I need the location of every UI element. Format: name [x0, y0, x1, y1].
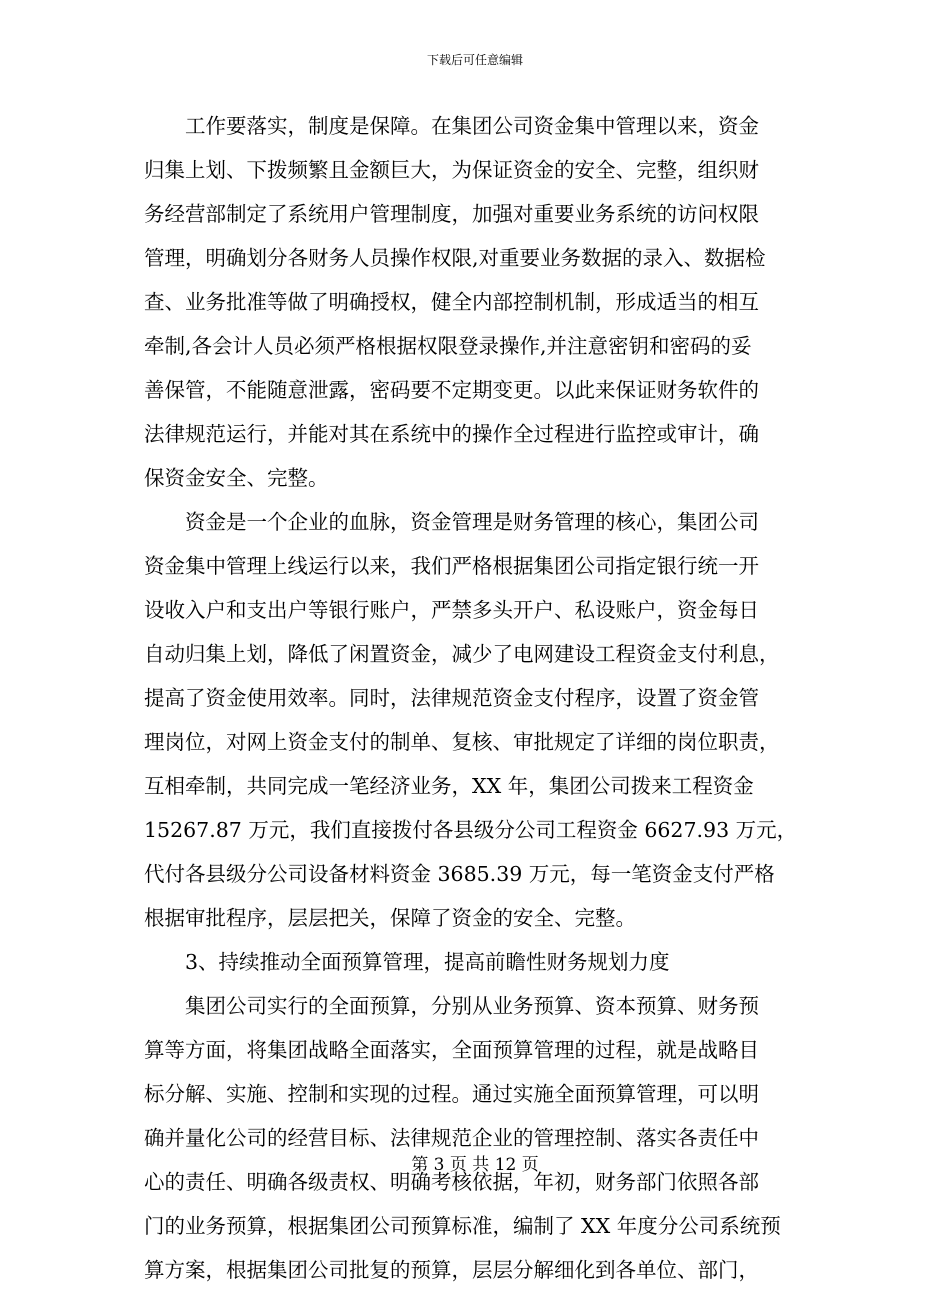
text-line: 资金集中管理上线运行以来，我们严格根据集团公司指定银行统一开	[144, 554, 759, 578]
text-line: 门的业务预算，根据集团公司预算标准，编制了 XX 年度分公司系统预	[144, 1214, 781, 1238]
text-line: 法律规范运行，并能对其在系统中的操作全过程进行监控或审计，确	[144, 422, 759, 446]
text-line: 集团公司实行的全面预算，分别从业务预算、资本预算、财务预	[144, 994, 759, 1018]
text-line: 自动归集上划，降低了闲置资金，减少了电网建设工程资金支付利息，	[144, 642, 780, 666]
text-line: 标分解、实施、控制和实现的过程。通过实施全面预算管理，可以明	[144, 1082, 759, 1106]
text-line: 提高了资金使用效率。同时，法律规范资金支付程序，设置了资金管	[144, 686, 759, 710]
text-line: 务经营部制定了系统用户管理制度，加强对重要业务系统的访问权限	[144, 202, 759, 226]
text-line: 确并量化公司的经营目标、法律规范企业的管理控制、落实各责任中	[144, 1126, 759, 1150]
text-line: 算方案，根据集团公司批复的预算，层层分解细化到各单位、部门，	[144, 1258, 759, 1282]
text-line: 善保管，不能随意泄露，密码要不定期变更。以此来保证财务软件的	[144, 378, 759, 402]
text-line: 代付各县级分公司设备材料资金 3685.39 万元，每一笔资金支付严格	[144, 862, 775, 886]
text-line: 牵制,各会计人员必须严格根据权限登录操作,并注意密钥和密码的妥	[144, 334, 752, 358]
text-line: 心的责任、明确各级责权、明确考核依据，年初，财务部门依照各部	[144, 1170, 759, 1194]
text-line: 设收入户和支出户等银行账户，严禁多头开户、私设账户，资金每日	[144, 598, 759, 622]
text-line: 管理，明确划分各财务人员操作权限,对重要业务数据的录入、数据检	[144, 246, 766, 270]
text-line: 理岗位，对网上资金支付的制单、复核、审批规定了详细的岗位职责，	[144, 730, 780, 754]
text-line: 15267.87 万元，我们直接拨付各县级分公司工程资金 6627.93 万元，	[144, 818, 798, 842]
page-number: 第 3 页 共 12 页	[411, 1155, 539, 1175]
text-line: 保资金安全、完整。	[144, 466, 329, 490]
text-line: 归集上划、下拨频繁且金额巨大，为保证资金的安全、完整，组织财	[144, 158, 759, 182]
section-heading: 3、持续推动全面预算管理，提高前瞻性财务规划力度	[144, 950, 670, 974]
text-line: 资金是一个企业的血脉，资金管理是财务管理的核心，集团公司	[144, 510, 759, 534]
document-body	[144, 104, 809, 1292]
text-line: 根据审批程序，层层把关，保障了资金的安全、完整。	[144, 906, 636, 930]
text-line: 查、业务批准等做了明确授权，健全内部控制机制，形成适当的相互	[144, 290, 759, 314]
text-line: 算等方面，将集团战略全面落实，全面预算管理的过程，就是战略目	[144, 1038, 759, 1062]
text-line: 互相牵制，共同完成一笔经济业务，XX 年，集团公司拨来工程资金	[144, 774, 754, 798]
text-line: 工作要落实，制度是保障。在集团公司资金集中管理以来，资金	[144, 114, 759, 138]
page-header: 下载后可任意编辑	[426, 53, 523, 67]
